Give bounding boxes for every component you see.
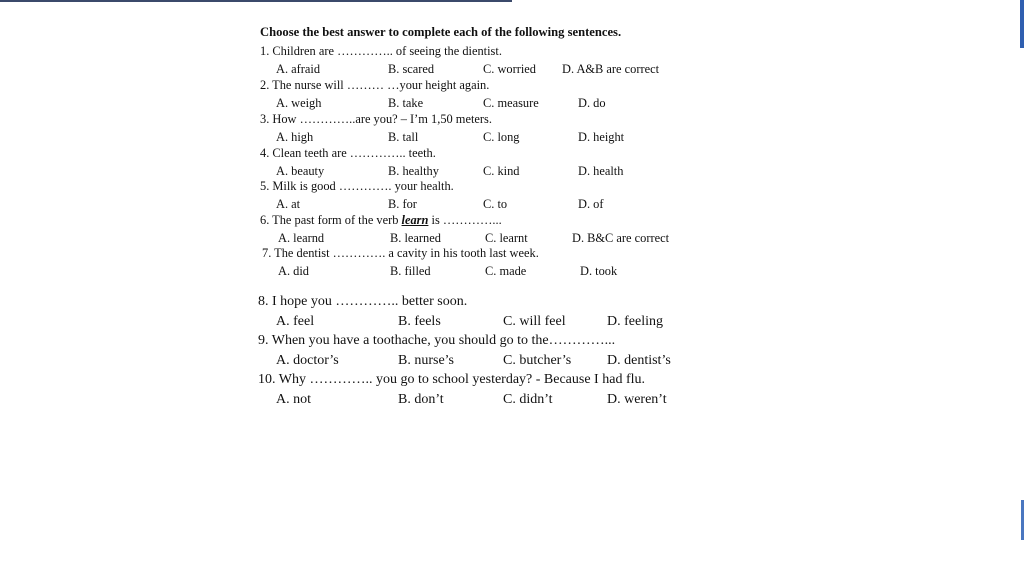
option-d[interactable]: D. of bbox=[578, 197, 604, 211]
option-b[interactable]: B. scared bbox=[388, 62, 435, 76]
option-a[interactable]: A. high bbox=[276, 130, 314, 144]
question-stem-prefix: 6. The past form of the verb bbox=[260, 213, 402, 227]
option-b[interactable]: B. feels bbox=[398, 314, 441, 329]
option-c[interactable]: C. butcher’s bbox=[503, 353, 572, 368]
option-b[interactable]: B. take bbox=[388, 96, 424, 110]
question-stem: 2. The nurse will ……… …your height again. bbox=[260, 78, 490, 92]
question-stem: 1. Children are ………….. of seeing the dientist. bbox=[260, 44, 502, 58]
option-a[interactable]: A. beauty bbox=[276, 164, 325, 178]
option-a[interactable]: A. afraid bbox=[276, 62, 321, 76]
option-d[interactable]: D. B&C are correct bbox=[572, 231, 670, 245]
option-c[interactable]: C. kind bbox=[483, 164, 520, 178]
option-c[interactable]: C. learnt bbox=[485, 231, 528, 245]
option-c[interactable]: C. worried bbox=[483, 62, 536, 76]
option-a[interactable]: A. learnd bbox=[278, 231, 325, 245]
option-c[interactable]: C. didn’t bbox=[503, 392, 553, 407]
option-b[interactable]: B. tall bbox=[388, 130, 419, 144]
option-d[interactable]: D. weren’t bbox=[607, 392, 667, 407]
option-c[interactable]: C. made bbox=[485, 264, 527, 278]
question-stem: 4. Clean teeth are ………….. teeth. bbox=[260, 146, 436, 160]
option-a[interactable]: A. weigh bbox=[276, 96, 322, 110]
question-stem-suffix: is …………... bbox=[428, 213, 502, 227]
option-b[interactable]: B. nurse’s bbox=[398, 353, 454, 368]
option-d[interactable]: D. do bbox=[578, 96, 606, 110]
option-c[interactable]: C. will feel bbox=[503, 314, 566, 329]
option-b[interactable]: B. don’t bbox=[398, 392, 444, 407]
question-stem: 9. When you have a toothache, you should go to the…………... bbox=[258, 333, 616, 348]
right-edge-marker bbox=[1020, 0, 1024, 48]
option-b[interactable]: B. filled bbox=[390, 264, 431, 278]
option-a[interactable]: A. did bbox=[278, 264, 309, 278]
option-b[interactable]: B. learned bbox=[390, 231, 441, 245]
option-d[interactable]: D. height bbox=[578, 130, 625, 144]
question-stem: 10. Why ………….. you go to school yesterday? - Because I had flu. bbox=[258, 372, 645, 387]
option-b[interactable]: B. healthy bbox=[388, 164, 439, 178]
option-d[interactable]: D. dentist’s bbox=[607, 353, 671, 368]
option-d[interactable]: D. took bbox=[580, 264, 618, 278]
option-c[interactable]: C. measure bbox=[483, 96, 539, 110]
option-c[interactable]: C. long bbox=[483, 130, 520, 144]
question-stem: 3. How …………..are you? – I’m 1,50 meters. bbox=[260, 112, 492, 126]
option-a[interactable]: A. doctor’s bbox=[276, 353, 339, 368]
option-a[interactable]: A. feel bbox=[276, 314, 315, 329]
option-c[interactable]: C. to bbox=[483, 197, 508, 211]
instruction-heading: Choose the best answer to complete each of the following sentences. bbox=[260, 25, 622, 39]
option-b[interactable]: B. for bbox=[388, 197, 417, 211]
question-stem: 8. I hope you ………….. better soon. bbox=[258, 294, 468, 309]
question-stem: 5. Milk is good …………. your health. bbox=[260, 179, 454, 193]
option-a[interactable]: A. at bbox=[276, 197, 301, 211]
option-d[interactable]: D. A&B are correct bbox=[562, 62, 660, 76]
top-border-line bbox=[0, 0, 512, 2]
question-stem: 7. The dentist …………. a cavity in his tooth last week. bbox=[262, 246, 539, 260]
target-verb: learn bbox=[401, 213, 429, 227]
option-d[interactable]: D. feeling bbox=[607, 314, 663, 329]
option-a[interactable]: A. not bbox=[276, 392, 311, 407]
question-stem bbox=[260, 213, 502, 228]
option-d[interactable]: D. health bbox=[578, 164, 624, 178]
